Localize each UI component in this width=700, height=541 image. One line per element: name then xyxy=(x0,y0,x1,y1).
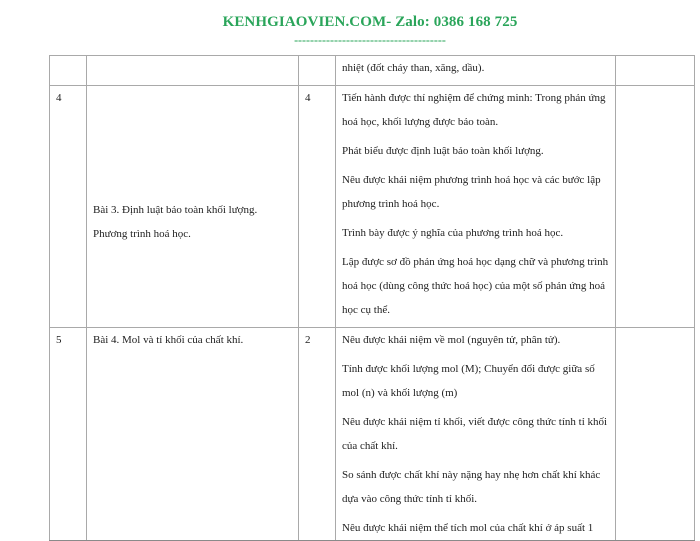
lesson-plan-table xyxy=(49,55,695,541)
cell-objectives xyxy=(336,328,616,541)
cell-objectives xyxy=(336,86,616,328)
lesson-title xyxy=(93,198,292,246)
objective-text: Nêu được khái niệm tỉ khối, viết được công thức tính tỉ khối của chất khí. xyxy=(342,416,608,452)
objective-text: Tiến hành được thí nghiệm để chứng minh: Trong phản ứng hoá học, khối lượng được bảo toàn. xyxy=(342,92,606,128)
cell-notes xyxy=(616,86,695,328)
lesson-title-line: Bài 3. Định luật bảo toàn khối lượng. xyxy=(93,204,258,216)
cell-no: 5 xyxy=(50,328,87,541)
cell-lesson xyxy=(87,86,299,328)
objective-text: Lập được sơ đồ phản ứng hoá học dạng chữ và phương trình hoá học (dùng công thức hoá học) của một số phản ứng hoá học cụ thể. xyxy=(342,256,609,316)
cell-notes xyxy=(616,56,695,86)
table-row xyxy=(50,56,695,86)
cell-no: 4 xyxy=(50,86,87,328)
header-title: KENHGIAOVIEN.COM- Zalo: 0386 168 725 xyxy=(222,14,518,30)
cell-lesson: Bài 4. Mol và tỉ khối của chất khí. xyxy=(87,328,299,541)
lesson-title-line: Phương trình hoá học. xyxy=(93,228,191,240)
table-row xyxy=(50,86,695,328)
objective-text: Phát biểu được định luật bảo toàn khối lượng. xyxy=(342,145,544,157)
table-row xyxy=(50,328,695,541)
cell-periods: 2 xyxy=(299,328,336,541)
header-divider: -------------------------------------- xyxy=(294,33,446,47)
cell-notes xyxy=(616,328,695,541)
objective-text: Nêu được khái niệm thể tích mol của chất khí ở áp suất 1 xyxy=(342,522,594,534)
cell-no xyxy=(50,56,87,86)
objective-text: Tính được khối lượng mol (M); Chuyển đổi được giữa số mol (n) và khối lượng (m) xyxy=(342,363,595,399)
objective-text: Trình bày được ý nghĩa của phương trình hoá học. xyxy=(342,227,564,239)
objective-text: nhiệt (đốt cháy than, xăng, dầu). xyxy=(342,62,485,74)
objective-text: Nêu được khái niệm phương trình hoá học và các bước lập phương trình hoá học. xyxy=(342,174,601,210)
cell-periods: 4 xyxy=(299,86,336,328)
cell-lesson xyxy=(87,56,299,86)
page-header xyxy=(0,14,700,47)
cell-objectives xyxy=(336,56,616,86)
cell-periods xyxy=(299,56,336,86)
objective-text: So sánh được chất khí này nặng hay nhẹ hơn chất khí khác dựa vào công thức tính tỉ khối. xyxy=(342,469,601,505)
objective-text: Nêu được khái niệm về mol (nguyên tử, phân tử). xyxy=(342,334,561,346)
